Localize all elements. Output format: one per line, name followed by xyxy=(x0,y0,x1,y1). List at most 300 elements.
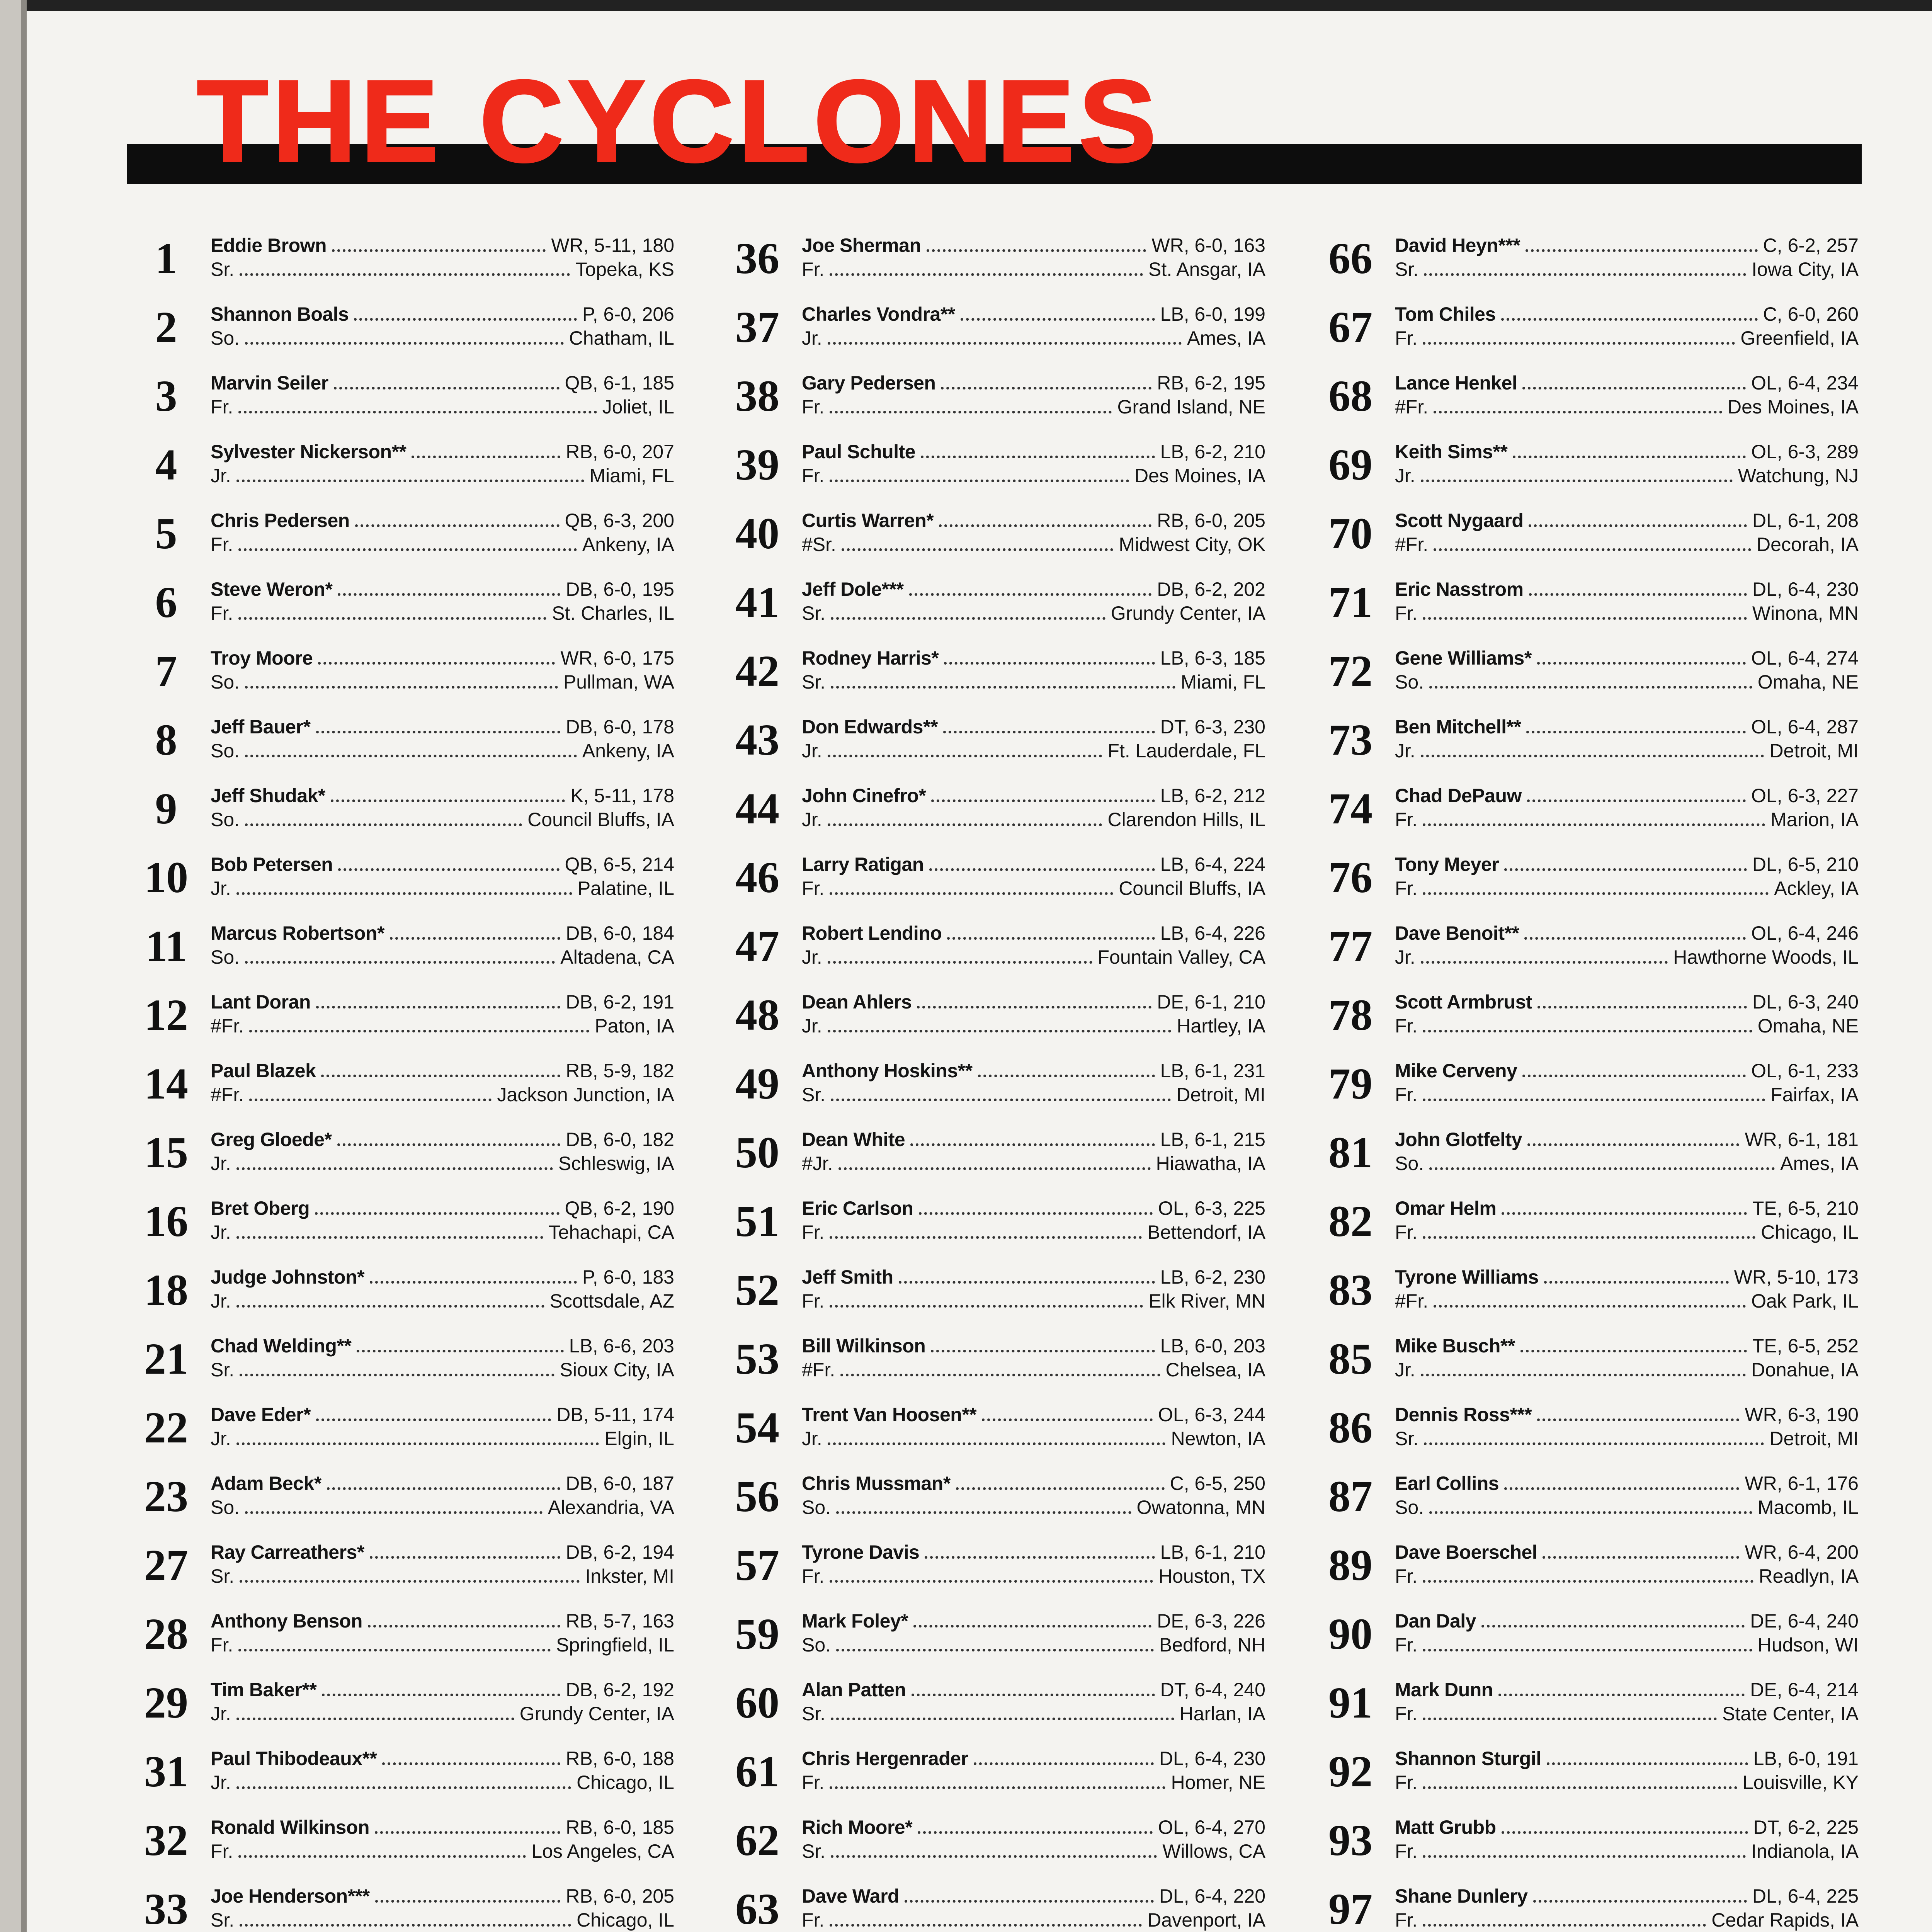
player-line-2 xyxy=(1395,945,1859,969)
jersey-number: 37 xyxy=(735,303,779,352)
roster-entry xyxy=(1312,709,1891,778)
player-class: Jr. xyxy=(802,740,822,762)
position-height-weight: WR, 6-3, 190 xyxy=(1745,1404,1859,1425)
player-name: Jeff Bauer* xyxy=(211,716,311,738)
roster-entry xyxy=(719,1122,1298,1191)
hometown: Schleswig, IA xyxy=(558,1153,674,1174)
leader-dots xyxy=(1498,1694,1745,1696)
player-name: Paul Thibodeaux** xyxy=(211,1748,377,1769)
player-name: Anthony Benson xyxy=(211,1610,362,1632)
hometown: Altadena, CA xyxy=(560,946,674,968)
player-line-2 xyxy=(211,1495,674,1519)
player-line-1 xyxy=(1395,1334,1859,1358)
player-name: Rodney Harris* xyxy=(802,647,939,669)
jersey-number: 1 xyxy=(155,234,177,283)
leader-dots xyxy=(1423,1099,1765,1101)
leader-dots xyxy=(925,1556,1155,1559)
player-class: Sr. xyxy=(802,1840,826,1862)
player-line-2 xyxy=(802,257,1265,281)
player-line-1 xyxy=(1395,509,1859,532)
jersey-number: 67 xyxy=(1328,303,1372,352)
leader-dots xyxy=(836,1511,1131,1514)
position-height-weight: OL, 6-4, 274 xyxy=(1751,647,1859,669)
jersey-number: 97 xyxy=(1328,1884,1372,1932)
leader-dots xyxy=(245,1511,543,1514)
jersey-number: 93 xyxy=(1328,1816,1372,1865)
position-height-weight: OL, 6-4, 234 xyxy=(1751,372,1859,394)
hometown: Houston, TX xyxy=(1158,1565,1265,1587)
hometown: Davenport, IA xyxy=(1147,1909,1265,1931)
player-line-1 xyxy=(802,1815,1265,1839)
roster-entry xyxy=(1312,1604,1891,1672)
jersey-number: 11 xyxy=(145,922,187,971)
position-height-weight: RB, 6-0, 205 xyxy=(1157,510,1265,531)
player-line-1 xyxy=(211,1609,674,1633)
hometown: Hudson, WI xyxy=(1757,1634,1859,1656)
hometown: St. Ansgar, IA xyxy=(1148,259,1265,280)
jersey-number: 82 xyxy=(1328,1197,1372,1246)
leader-dots xyxy=(1527,799,1746,802)
position-height-weight: DL, 6-1, 208 xyxy=(1752,510,1859,531)
player-class: So. xyxy=(211,1497,240,1518)
player-name: Jeff Shudak* xyxy=(211,785,325,806)
roster-entry xyxy=(1312,1122,1891,1191)
player-class: Fr. xyxy=(1395,1015,1418,1037)
leader-dots xyxy=(240,1374,554,1376)
jersey-number: 56 xyxy=(735,1472,779,1521)
leader-dots xyxy=(236,1305,544,1308)
player-line-1 xyxy=(802,302,1265,326)
leader-dots xyxy=(921,456,1155,458)
roster-entry xyxy=(719,985,1298,1053)
player-name: Tim Baker** xyxy=(211,1679,317,1701)
player-line-2 xyxy=(802,601,1265,625)
player-name: Shannon Sturgil xyxy=(1395,1748,1541,1769)
position-height-weight: DB, 6-0, 184 xyxy=(566,922,674,944)
player-line-1 xyxy=(802,577,1265,601)
leader-dots xyxy=(830,480,1129,482)
roster-entry xyxy=(719,1535,1298,1604)
leader-dots xyxy=(249,1030,589,1032)
leader-dots xyxy=(236,1167,553,1170)
player-name: Eddie Brown xyxy=(211,235,327,256)
player-class: Sr. xyxy=(211,1359,235,1381)
player-class: Jr. xyxy=(211,1772,231,1793)
leader-dots xyxy=(831,1099,1171,1101)
player-line-2 xyxy=(802,945,1265,969)
player-class: So. xyxy=(211,671,240,693)
player-line-1 xyxy=(1395,440,1859,464)
leader-dots xyxy=(1423,1786,1737,1789)
hometown: Des Moines, IA xyxy=(1727,396,1859,418)
roster-entry xyxy=(719,1397,1298,1466)
player-class: #Jr. xyxy=(802,1153,833,1174)
hometown: Ames, IA xyxy=(1187,327,1265,349)
leader-dots xyxy=(338,868,559,871)
leader-dots xyxy=(828,961,1092,964)
leader-dots xyxy=(327,1487,560,1490)
roster-entry xyxy=(128,1260,707,1328)
player-name: Dave Eder* xyxy=(211,1404,311,1425)
player-name: Gene Williams* xyxy=(1395,647,1532,669)
player-line-1 xyxy=(211,1471,674,1495)
roster-entry xyxy=(128,1879,707,1932)
leader-dots xyxy=(830,1236,1142,1239)
player-line-1 xyxy=(211,921,674,945)
player-class: Fr. xyxy=(1395,1703,1418,1725)
leader-dots xyxy=(842,548,1113,551)
player-name: Dan Daly xyxy=(1395,1610,1476,1632)
leader-dots xyxy=(939,524,1151,527)
roster-entry xyxy=(128,1328,707,1397)
hometown: Palatine, IL xyxy=(577,878,674,899)
player-name: Robert Lendino xyxy=(802,922,942,944)
hometown: Decorah, IA xyxy=(1756,534,1859,555)
player-name: Shannon Boals xyxy=(211,303,349,325)
jersey-number: 39 xyxy=(735,440,779,489)
player-class: Jr. xyxy=(802,809,822,830)
player-class: Sr. xyxy=(211,1909,235,1931)
player-name: Dave Benoit** xyxy=(1395,922,1519,944)
player-class: Fr. xyxy=(1395,1221,1418,1243)
player-line-1 xyxy=(211,852,674,876)
roster-entry xyxy=(128,641,707,709)
player-class: Fr. xyxy=(802,465,825,486)
position-height-weight: RB, 6-2, 195 xyxy=(1157,372,1265,394)
player-class: Fr. xyxy=(1395,809,1418,830)
player-class: So. xyxy=(211,327,240,349)
player-name: Gary Pedersen xyxy=(802,372,936,394)
player-line-2 xyxy=(211,395,674,419)
player-line-2 xyxy=(211,1564,674,1588)
leader-dots xyxy=(943,731,1155,733)
jersey-number: 87 xyxy=(1328,1472,1372,1521)
player-line-2 xyxy=(211,670,674,694)
hometown: Chicago, IL xyxy=(577,1772,674,1793)
jersey-number: 54 xyxy=(735,1403,779,1452)
leader-dots xyxy=(836,1649,1154,1651)
roster-entry xyxy=(128,1672,707,1741)
jersey-number: 49 xyxy=(735,1059,779,1108)
roster-entry xyxy=(719,1328,1298,1397)
hometown: Midwest City, OK xyxy=(1119,534,1265,555)
jersey-number: 4 xyxy=(155,440,177,489)
player-line-2 xyxy=(1395,670,1859,694)
leader-dots xyxy=(830,1305,1143,1308)
jersey-number: 92 xyxy=(1328,1747,1372,1796)
player-name: Chris Hergenrader xyxy=(802,1748,968,1769)
jersey-number: 44 xyxy=(735,784,779,833)
position-height-weight: DB, 6-0, 182 xyxy=(566,1129,674,1150)
hometown: Detroit, MI xyxy=(1176,1084,1265,1105)
player-class: Jr. xyxy=(1395,1359,1415,1381)
player-class: Fr. xyxy=(1395,1772,1418,1793)
jersey-number: 3 xyxy=(155,371,177,420)
player-name: Lance Henkel xyxy=(1395,372,1517,394)
player-line-2 xyxy=(1395,532,1859,556)
player-class: #Sr. xyxy=(802,534,836,555)
position-height-weight: C, 6-2, 257 xyxy=(1763,235,1859,256)
leader-dots xyxy=(917,1006,1151,1009)
leader-dots xyxy=(1501,318,1758,321)
hometown: Hartley, IA xyxy=(1177,1015,1265,1037)
position-height-weight: LB, 6-0, 191 xyxy=(1753,1748,1859,1769)
player-name: Bret Oberg xyxy=(211,1197,310,1219)
leader-dots xyxy=(236,1718,514,1720)
player-name: John Glotfelty xyxy=(1395,1129,1522,1150)
page-binding-edge xyxy=(0,0,21,1932)
jersey-number: 31 xyxy=(144,1747,188,1796)
player-class: Fr. xyxy=(802,1221,825,1243)
leader-dots xyxy=(357,1350,563,1352)
leader-dots xyxy=(322,1694,560,1696)
leader-dots xyxy=(316,1006,560,1009)
roster-entry xyxy=(1312,1053,1891,1122)
leader-dots xyxy=(931,1350,1155,1352)
leader-dots xyxy=(828,823,1102,826)
leader-dots xyxy=(831,1718,1174,1720)
leader-dots xyxy=(321,1075,560,1077)
roster-entry xyxy=(719,1053,1298,1122)
player-line-1 xyxy=(211,1678,674,1702)
hometown: Omaha, NE xyxy=(1757,1015,1859,1037)
player-line-1 xyxy=(1395,1540,1859,1564)
leader-dots xyxy=(1522,1075,1746,1077)
roster-entry xyxy=(1312,1328,1891,1397)
roster-entry xyxy=(719,297,1298,366)
player-line-1 xyxy=(1395,302,1859,326)
jersey-number: 72 xyxy=(1328,646,1372,696)
position-height-weight: DL, 6-4, 225 xyxy=(1752,1885,1859,1907)
player-line-1 xyxy=(211,784,674,808)
player-name: Adam Beck* xyxy=(211,1473,321,1494)
player-line-1 xyxy=(1395,1678,1859,1702)
player-line-1 xyxy=(1395,715,1859,739)
player-line-1 xyxy=(802,646,1265,670)
position-height-weight: RB, 5-7, 163 xyxy=(566,1610,674,1632)
position-height-weight: DB, 6-2, 192 xyxy=(566,1679,674,1701)
player-class: So. xyxy=(1395,1497,1424,1518)
leader-dots xyxy=(927,249,1146,252)
leader-dots xyxy=(1423,617,1747,620)
player-line-2 xyxy=(1395,1014,1859,1038)
hometown: Jackson Junction, IA xyxy=(497,1084,674,1105)
leader-dots xyxy=(1421,480,1733,482)
leader-dots xyxy=(1423,1718,1717,1720)
roster-entry xyxy=(719,228,1298,297)
jersey-number: 2 xyxy=(155,303,177,352)
roster-entry xyxy=(128,572,707,641)
hometown: Bedford, NH xyxy=(1159,1634,1265,1656)
page-top-edge xyxy=(0,0,1932,11)
player-name: Curtis Warren* xyxy=(802,510,934,531)
leader-dots xyxy=(370,1556,560,1559)
hometown: Clarendon Hills, IL xyxy=(1107,809,1265,830)
position-height-weight: RB, 6-0, 205 xyxy=(566,1885,674,1907)
leader-dots xyxy=(354,318,577,321)
page-binding-shadow xyxy=(21,0,27,1932)
leader-dots xyxy=(240,273,570,276)
roster-entry xyxy=(1312,1260,1891,1328)
player-class: Fr. xyxy=(802,1290,825,1312)
position-height-weight: LB, 6-3, 185 xyxy=(1160,647,1265,669)
hometown: Fountain Valley, CA xyxy=(1097,946,1265,968)
player-line-1 xyxy=(211,509,674,532)
position-height-weight: OL, 6-3, 289 xyxy=(1751,441,1859,463)
roster-entry xyxy=(1312,228,1891,297)
player-name: Joe Henderson*** xyxy=(211,1885,370,1907)
player-name: Omar Helm xyxy=(1395,1197,1497,1219)
player-line-1 xyxy=(211,1334,674,1358)
position-height-weight: LB, 6-2, 230 xyxy=(1160,1266,1265,1288)
roster-entry xyxy=(719,1260,1298,1328)
player-line-1 xyxy=(1395,784,1859,808)
leader-dots xyxy=(830,892,1113,895)
roster-entry xyxy=(128,297,707,366)
player-name: Steve Weron* xyxy=(211,578,333,600)
jersey-number: 62 xyxy=(735,1816,779,1865)
player-line-2 xyxy=(211,1220,674,1244)
player-line-2 xyxy=(1395,1358,1859,1382)
player-class: #Fr. xyxy=(1395,1290,1429,1312)
position-height-weight: DB, 5-11, 174 xyxy=(556,1404,674,1425)
leader-dots xyxy=(1434,1305,1746,1308)
roster-entry xyxy=(1312,572,1891,641)
roster-entry xyxy=(1312,1741,1891,1810)
hometown: St. Charles, IL xyxy=(552,602,674,624)
position-height-weight: LB, 6-1, 210 xyxy=(1160,1541,1265,1563)
position-height-weight: QB, 6-3, 200 xyxy=(565,510,674,531)
hometown: Winona, MN xyxy=(1752,602,1859,624)
hometown: Chatham, IL xyxy=(569,327,674,349)
jersey-number: 29 xyxy=(144,1678,188,1727)
leader-dots xyxy=(249,1099,492,1101)
hometown: Ankeny, IA xyxy=(582,740,674,762)
player-class: Jr. xyxy=(211,1153,231,1174)
player-name: Jeff Smith xyxy=(802,1266,893,1288)
player-name: Rich Moore* xyxy=(802,1816,913,1838)
player-class: Fr. xyxy=(211,1840,233,1862)
player-line-2 xyxy=(802,876,1265,900)
player-name: Chad Welding** xyxy=(211,1335,352,1357)
leader-dots xyxy=(316,1418,551,1421)
position-height-weight: DE, 6-3, 226 xyxy=(1157,1610,1265,1632)
player-line-1 xyxy=(211,715,674,739)
leader-dots xyxy=(831,686,1175,689)
player-name: Sylvester Nickerson** xyxy=(211,441,406,463)
hometown: Detroit, MI xyxy=(1769,1428,1859,1449)
roster-entry xyxy=(128,778,707,847)
player-class: Jr. xyxy=(1395,465,1415,486)
leader-dots xyxy=(912,1694,1155,1696)
hometown: Fairfax, IA xyxy=(1770,1084,1859,1105)
player-line-2 xyxy=(802,1083,1265,1107)
player-class: Fr. xyxy=(1395,1634,1418,1656)
player-line-2 xyxy=(1395,326,1859,350)
roster-entry xyxy=(128,1741,707,1810)
player-line-2 xyxy=(1395,1908,1859,1932)
jersey-number: 61 xyxy=(735,1747,779,1796)
roster-entry xyxy=(128,709,707,778)
roster-entry xyxy=(719,916,1298,985)
hometown: Joliet, IL xyxy=(602,396,674,418)
hometown: Louisville, KY xyxy=(1742,1772,1859,1793)
player-name: Mike Busch** xyxy=(1395,1335,1515,1357)
player-name: David Heyn*** xyxy=(1395,235,1520,256)
jersey-number: 68 xyxy=(1328,371,1372,420)
player-line-1 xyxy=(211,1747,674,1770)
hometown: Elk River, MN xyxy=(1148,1290,1265,1312)
player-line-1 xyxy=(211,1403,674,1427)
roster-entry xyxy=(1312,985,1891,1053)
leader-dots xyxy=(1529,524,1747,527)
position-height-weight: LB, 6-1, 231 xyxy=(1160,1060,1265,1082)
leader-dots xyxy=(1423,1855,1746,1858)
player-line-1 xyxy=(1395,990,1859,1014)
roster-entry xyxy=(128,1810,707,1879)
hometown: Ackley, IA xyxy=(1774,878,1859,899)
jersey-number: 47 xyxy=(735,922,779,971)
position-height-weight: OL, 6-1, 233 xyxy=(1751,1060,1859,1082)
jersey-number: 85 xyxy=(1328,1334,1372,1383)
leader-dots xyxy=(1526,249,1757,252)
position-height-weight: DB, 6-0, 178 xyxy=(566,716,674,738)
player-line-2 xyxy=(1395,1633,1859,1657)
leader-dots xyxy=(1423,1030,1752,1032)
leader-dots xyxy=(982,1418,1153,1421)
jersey-number: 77 xyxy=(1328,922,1372,971)
leader-dots xyxy=(1527,1143,1739,1146)
player-line-1 xyxy=(802,921,1265,945)
player-class: #Fr. xyxy=(802,1359,835,1381)
player-class: Fr. xyxy=(802,1909,825,1931)
leader-dots xyxy=(332,249,546,252)
jersey-number: 5 xyxy=(155,509,177,558)
leader-dots xyxy=(1429,686,1752,689)
leader-dots xyxy=(830,273,1143,276)
hometown: Topeka, KS xyxy=(575,259,674,280)
player-line-2 xyxy=(1395,601,1859,625)
hometown: Scottsdale, AZ xyxy=(549,1290,674,1312)
position-height-weight: QB, 6-5, 214 xyxy=(565,854,674,875)
hometown: Readlyn, IA xyxy=(1759,1565,1859,1587)
position-height-weight: RB, 6-0, 188 xyxy=(566,1748,674,1769)
player-line-2 xyxy=(802,1014,1265,1038)
player-line-1 xyxy=(1395,1815,1859,1839)
roster-entry xyxy=(719,1810,1298,1879)
leader-dots xyxy=(236,1786,571,1789)
leader-dots xyxy=(830,1786,1165,1789)
roster-entry xyxy=(128,503,707,572)
hometown: Bettendorf, IA xyxy=(1147,1221,1265,1243)
hometown: Los Angeles, CA xyxy=(531,1840,674,1862)
player-line-2 xyxy=(1395,1495,1859,1519)
player-class: Sr. xyxy=(1395,1428,1419,1449)
leader-dots xyxy=(1423,823,1765,826)
position-height-weight: TE, 6-5, 210 xyxy=(1752,1197,1859,1219)
roster-entry xyxy=(1312,366,1891,434)
position-height-weight: DL, 6-4, 220 xyxy=(1159,1885,1265,1907)
player-class: #Fr. xyxy=(211,1084,244,1105)
player-name: Tyrone Davis xyxy=(802,1541,920,1563)
player-line-2 xyxy=(802,532,1265,556)
player-class: Fr. xyxy=(802,396,825,418)
player-line-2 xyxy=(211,1014,674,1038)
player-name: Lant Doran xyxy=(211,991,311,1013)
page-title: THE CYCLONES xyxy=(197,56,1161,186)
player-line-1 xyxy=(1395,1747,1859,1770)
player-line-1 xyxy=(1395,1471,1859,1495)
